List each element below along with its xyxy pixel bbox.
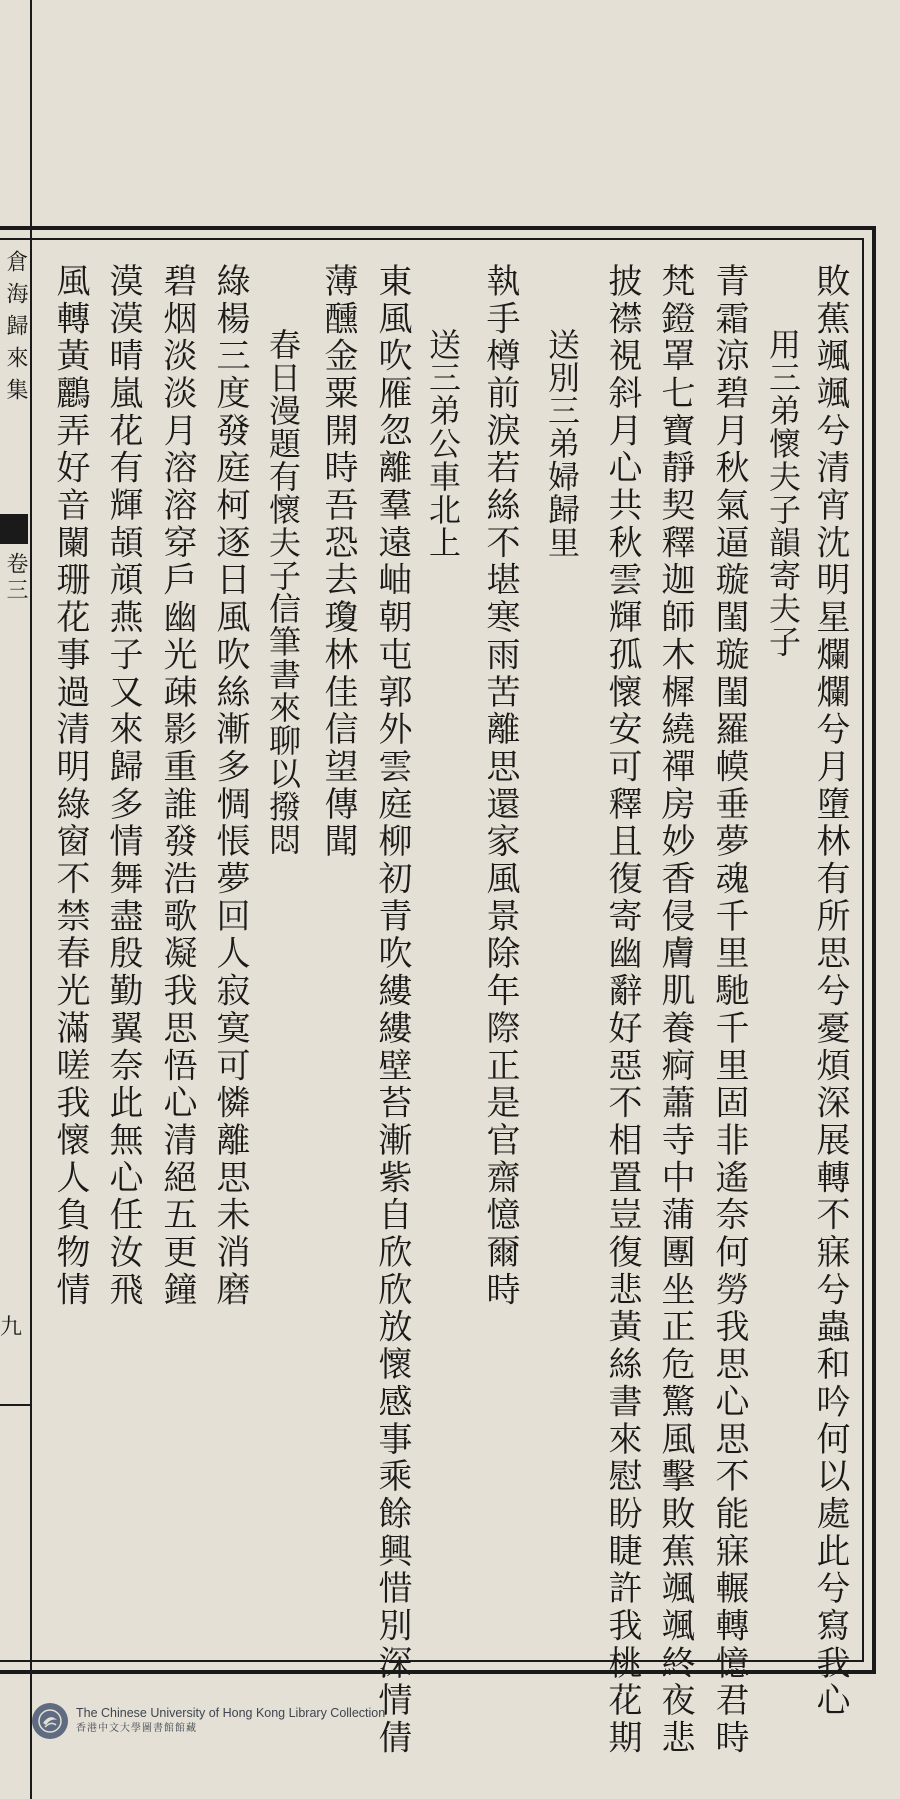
- page-number: 九: [0, 1315, 23, 1340]
- collection-name-zh: 香港中文大學圖書館館藏: [76, 1723, 197, 1734]
- text-column: 敗蕉颯颯兮清宵沈明星爛爛兮月墮林有所思兮憂煩深展轉不寐兮蟲和吟何以處此兮寫我心: [810, 263, 850, 1720]
- text-column: 薄醺金粟開時吾恐去瓊林佳信望傳聞: [318, 263, 358, 861]
- book-title: 倉海歸來集: [3, 250, 28, 410]
- text-column: 披襟視斜月心共秋雲輝孤懷安可釋且復寄幽辭好惡不相置豈復悲黃絲書來慰盼睫許我桃花期: [602, 263, 642, 1757]
- spine-rule: [0, 1404, 30, 1406]
- collection-name-en: The Chinese University of Hong Kong Library Collection: [76, 1706, 386, 1720]
- text-column: 執手樽前淚若絲不堪寒雨苦離思還家風景除年際正是官齋憶爾時: [480, 263, 520, 1309]
- text-column: 漠漠晴嵐花有輝頡頏燕子又來歸多情舞盡殷勤翼奈此無心任汝飛: [103, 263, 143, 1309]
- fishtail-mark: [0, 514, 28, 544]
- cuhk-logo-icon: [32, 1703, 68, 1739]
- text-column: 東風吹雁忽離羣遠岫朝屯郭外雲庭柳初青吹縷縷壁苔漸紫自欣欣放懷感事乘餘興惜別深情倩: [372, 263, 412, 1757]
- volume-label: 卷三: [3, 552, 28, 604]
- library-watermark: [32, 1702, 385, 1740]
- poem-title: 送別三弟婦歸里: [543, 328, 581, 559]
- text-column: 風轉黃鸝弄好音闌珊花事過清明綠窗不禁春光滿嗟我懷人負物情: [50, 263, 90, 1309]
- text-column: 碧烟淡淡月溶溶穿戶幽光疎影重誰發浩歌凝我思悟心清絕五更鐘: [157, 263, 197, 1309]
- poem-title: 送三弟公車北上: [424, 328, 462, 559]
- text-column: 青霜涼碧月秋氣逼璇閨璇閨羅幙垂夢魂千里馳千里固非遙奈何勞我思心思不能寐輾轉憶君時: [709, 263, 749, 1757]
- text-column: 綠楊三度發庭柯逐日風吹絲漸多惆悵夢回人寂寞可憐離思未消磨: [210, 263, 250, 1309]
- poem-title: 用三弟懷夫子韻寄夫子: [764, 328, 802, 658]
- poem-title: 春日漫題有懷夫子信筆書來聊以撥悶: [264, 328, 302, 856]
- text-column: 梵鐙罩七寶靜契釋迦師木樨繞禪房妙香侵膚肌養痾蕭寺中蒲團坐正危驚風擊敗蕉颯颯終夜悲: [655, 263, 695, 1757]
